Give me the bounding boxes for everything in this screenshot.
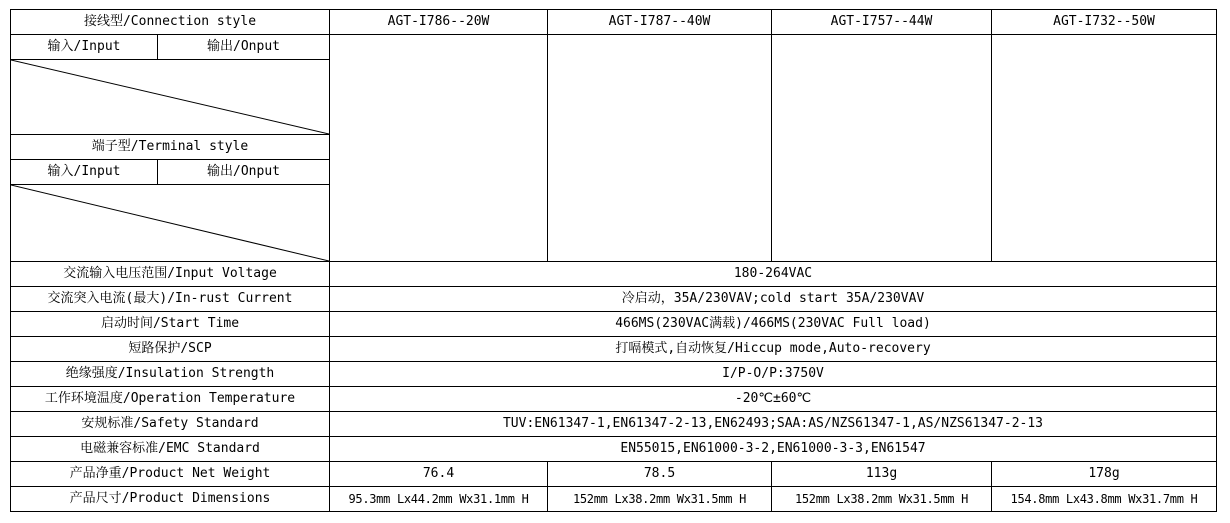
spec-row-start-time [11,312,1217,337]
spec-label: 启动时间/Start Time [11,312,330,337]
spec-row-safety-standard [11,412,1217,437]
wiring-image-20w [330,35,548,262]
weight-value-50w: 178g [992,462,1217,487]
dimensions-row [11,487,1217,512]
spec-label: 电磁兼容标准/EMC Standard [11,437,330,462]
weight-value-40w: 78.5 [548,462,772,487]
spec-row-scp [11,337,1217,362]
spec-value: I/P-O/P:3750V [330,362,1217,387]
connection-io-row [11,35,1217,60]
wiring-image-44w [772,35,992,262]
diagonal-line [11,60,329,134]
connection-output-label: 输出/Onput [158,35,330,60]
spec-value: 466MS(230VAC满载)/466MS(230VAC Full load) [330,312,1217,337]
connection-input-label: 输入/Input [11,35,158,60]
spec-value: -20℃±60℃ [330,387,1217,412]
terminal-diagonal-cell [11,185,330,262]
spec-value: TUV:EN61347-1,EN61347-2-13,EN62493;SAA:AS/NZS61347-1,AS/NZS61347-2-13 [330,412,1217,437]
spec-label: 安规标准/Safety Standard [11,412,330,437]
dimensions-label: 产品尺寸/Product Dimensions [11,487,330,512]
dimensions-value-44w: 152mm Lx38.2mm Wx31.5mm H [772,487,992,512]
model-header-44w: AGT-I757--44W [772,10,992,35]
connection-style-label: 接线型/Connection style [11,10,330,35]
spec-label: 工作环境温度/Operation Temperature [11,387,330,412]
dimensions-value-50w: 154.8mm Lx43.8mm Wx31.7mm H [992,487,1217,512]
spec-value: 打嗝模式,自动恢复/Hiccup mode,Auto-recovery [330,337,1217,362]
header-row [11,10,1217,35]
spec-label: 绝缘强度/Insulation Strength [11,362,330,387]
spec-row-insulation [11,362,1217,387]
spec-row-input-voltage [11,262,1217,287]
wiring-image-50w [992,35,1217,262]
terminal-style-label: 端子型/Terminal style [11,135,330,160]
weight-value-44w: 113g [772,462,992,487]
terminal-output-label: 输出/Onput [158,160,330,185]
dimensions-value-40w: 152mm Lx38.2mm Wx31.5mm H [548,487,772,512]
spec-value: 冷启动，35A/230VAV;cold start 35A/230VAV [330,287,1217,312]
weight-value-20w: 76.4 [330,462,548,487]
weight-label: 产品净重/Product Net Weight [11,462,330,487]
spec-value: EN55015,EN61000-3-2,EN61000-3-3,EN61547 [330,437,1217,462]
weight-row [11,462,1217,487]
diagonal-line [11,185,329,261]
spec-value: 180-264VAC [330,262,1217,287]
spec-row-emc-standard [11,437,1217,462]
model-header-50w: AGT-I732--50W [992,10,1217,35]
dimensions-value-20w: 95.3mm Lx44.2mm Wx31.1mm H [330,487,548,512]
spec-table [10,9,1217,512]
spec-label: 短路保护/SCP [11,337,330,362]
connection-diagonal-cell [11,60,330,135]
spec-row-operation-temp [11,387,1217,412]
spec-label: 交流突入电流(最大)/In-rust Current [11,287,330,312]
terminal-input-label: 输入/Input [11,160,158,185]
wiring-image-40w [548,35,772,262]
model-header-20w: AGT-I786--20W [330,10,548,35]
spec-row-inrush-current [11,287,1217,312]
spec-label: 交流输入电压范围/Input Voltage [11,262,330,287]
model-header-40w: AGT-I787--40W [548,10,772,35]
